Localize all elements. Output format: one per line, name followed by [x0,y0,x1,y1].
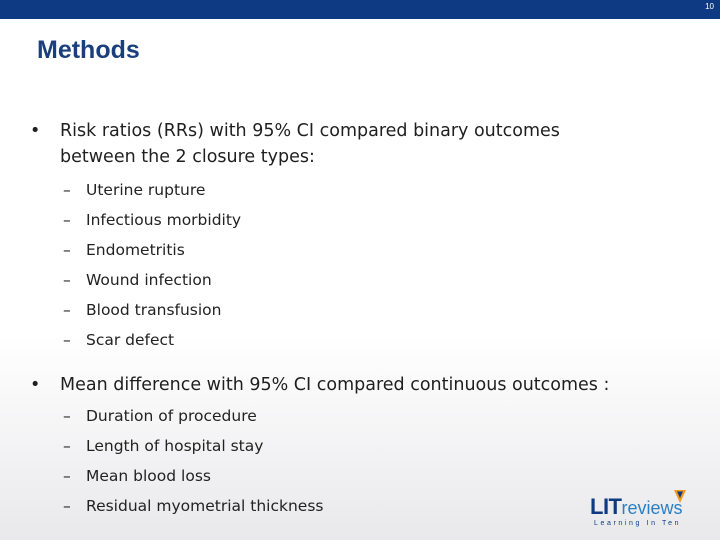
logo-triangle-icon [674,490,686,504]
logo-lit: LIT [590,494,622,519]
list-item-text: Uterine rupture [86,181,206,199]
bullet-text: Risk ratios (RRs) with 95% CI compared binary outcomes between the 2 closure types: [60,121,560,167]
bullet-text: Mean difference with 95% CI compared continuous outcomes : [60,375,610,395]
litreviews-logo [588,492,688,530]
dash-marker: – [63,181,71,199]
list-item-text: Blood transfusion [86,301,222,319]
dash-marker: – [63,301,71,319]
list-item-text: Residual myometrial thickness [86,497,324,515]
dash-marker: – [63,407,71,425]
list-item-text: Infectious morbidity [86,211,242,229]
bullet-binary-outcomes [30,118,630,170]
bullet-marker: • [30,375,41,395]
dash-marker: – [63,497,71,515]
dash-marker: – [63,331,71,349]
dash-marker: – [63,211,71,229]
dash-marker: – [63,437,71,455]
list-item-text: Scar defect [86,331,175,349]
bullet-marker: • [30,121,41,141]
dash-marker: – [63,467,71,485]
list-item-text: Mean blood loss [86,467,211,485]
slide-number: 10 [705,2,714,11]
dash-marker: – [63,271,71,289]
top-bar [0,0,720,19]
list-item-text: Length of hospital stay [86,437,264,455]
logo-wordmark [590,494,683,520]
logo-reviews: reviews [621,498,683,518]
page-title: Methods [37,36,140,64]
list-item-text: Endometritis [86,241,185,259]
logo-tagline: Learning In Ten [594,520,682,527]
bullet-continuous-outcomes [30,372,690,398]
dash-marker: – [63,241,71,259]
list-item-text: Duration of procedure [86,407,257,425]
list-item-text: Wound infection [86,271,212,289]
